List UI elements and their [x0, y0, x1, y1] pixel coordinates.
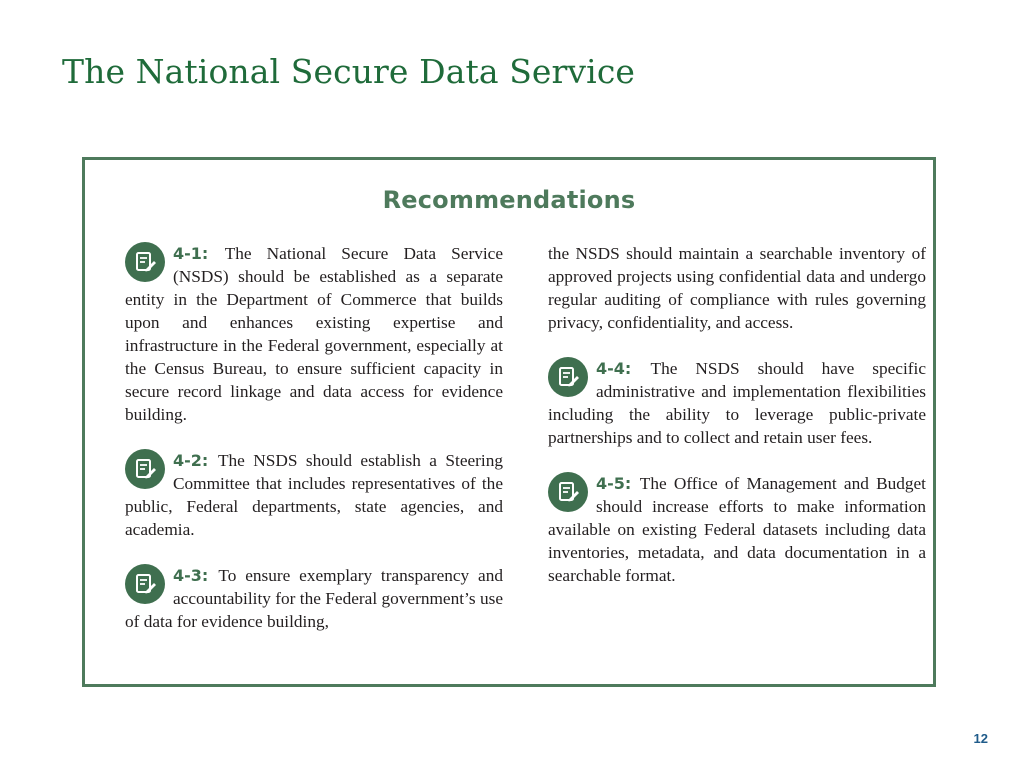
document-pen-icon — [125, 564, 165, 604]
recommendation-4-5 — [548, 472, 926, 587]
document-pen-icon — [125, 242, 165, 282]
recommendations-left-column — [125, 242, 503, 656]
recommendation-text: the NSDS should maintain a searchable inventory of approved projects using confidential data and undergo regular auditing of compliance with rules governing privacy, confidentiality, and access. — [548, 244, 926, 332]
recommendation-4-2 — [125, 449, 503, 541]
recommendation-number: 4-5: — [596, 474, 640, 493]
recommendation-text: The NSDS should have specific administrative and implementation flexibilities including the ability to leverage public-private partnerships and to collect and retain user fees. — [548, 359, 926, 447]
recommendation-4-3 — [125, 564, 503, 633]
recommendation-number: 4-1: — [173, 244, 225, 263]
recommendation-number: 4-2: — [173, 451, 218, 470]
document-pen-icon — [548, 472, 588, 512]
recommendations-box — [82, 157, 936, 687]
document-pen-icon — [548, 357, 588, 397]
page-number: 12 — [973, 731, 988, 746]
recommendation-4-3-continued — [548, 242, 926, 334]
recommendations-heading: Recommendations — [382, 186, 636, 214]
recommendation-text: The National Secure Data Service (NSDS) should be established as a separate entity in the Department of Commerce that builds upon and enhances existing expertise and infrastructure in the Federal government, especially at the Census Bureau, to ensure sufficient capacity in secure record linkage and data access for evidence building. — [125, 244, 503, 424]
recommendation-number: 4-4: — [596, 359, 651, 378]
recommendation-4-4 — [548, 357, 926, 449]
document-pen-icon — [125, 449, 165, 489]
recommendations-right-column — [548, 242, 926, 610]
slide-title: The National Secure Data Service — [62, 52, 636, 91]
recommendation-text: The NSDS should establish a Steering Committee that includes representatives of the public, Federal departments, state agencies, and academia. — [125, 451, 503, 539]
recommendation-4-1 — [125, 242, 503, 426]
recommendation-text: To ensure exemplary transparency and accountability for the Federal government’s use of data for evidence building, — [125, 566, 503, 631]
recommendation-number: 4-3: — [173, 566, 219, 585]
recommendation-text: The Office of Management and Budget should increase efforts to make information available on existing Federal datasets including data inventories, metadata, and data documentation in a searchable format. — [548, 474, 926, 585]
